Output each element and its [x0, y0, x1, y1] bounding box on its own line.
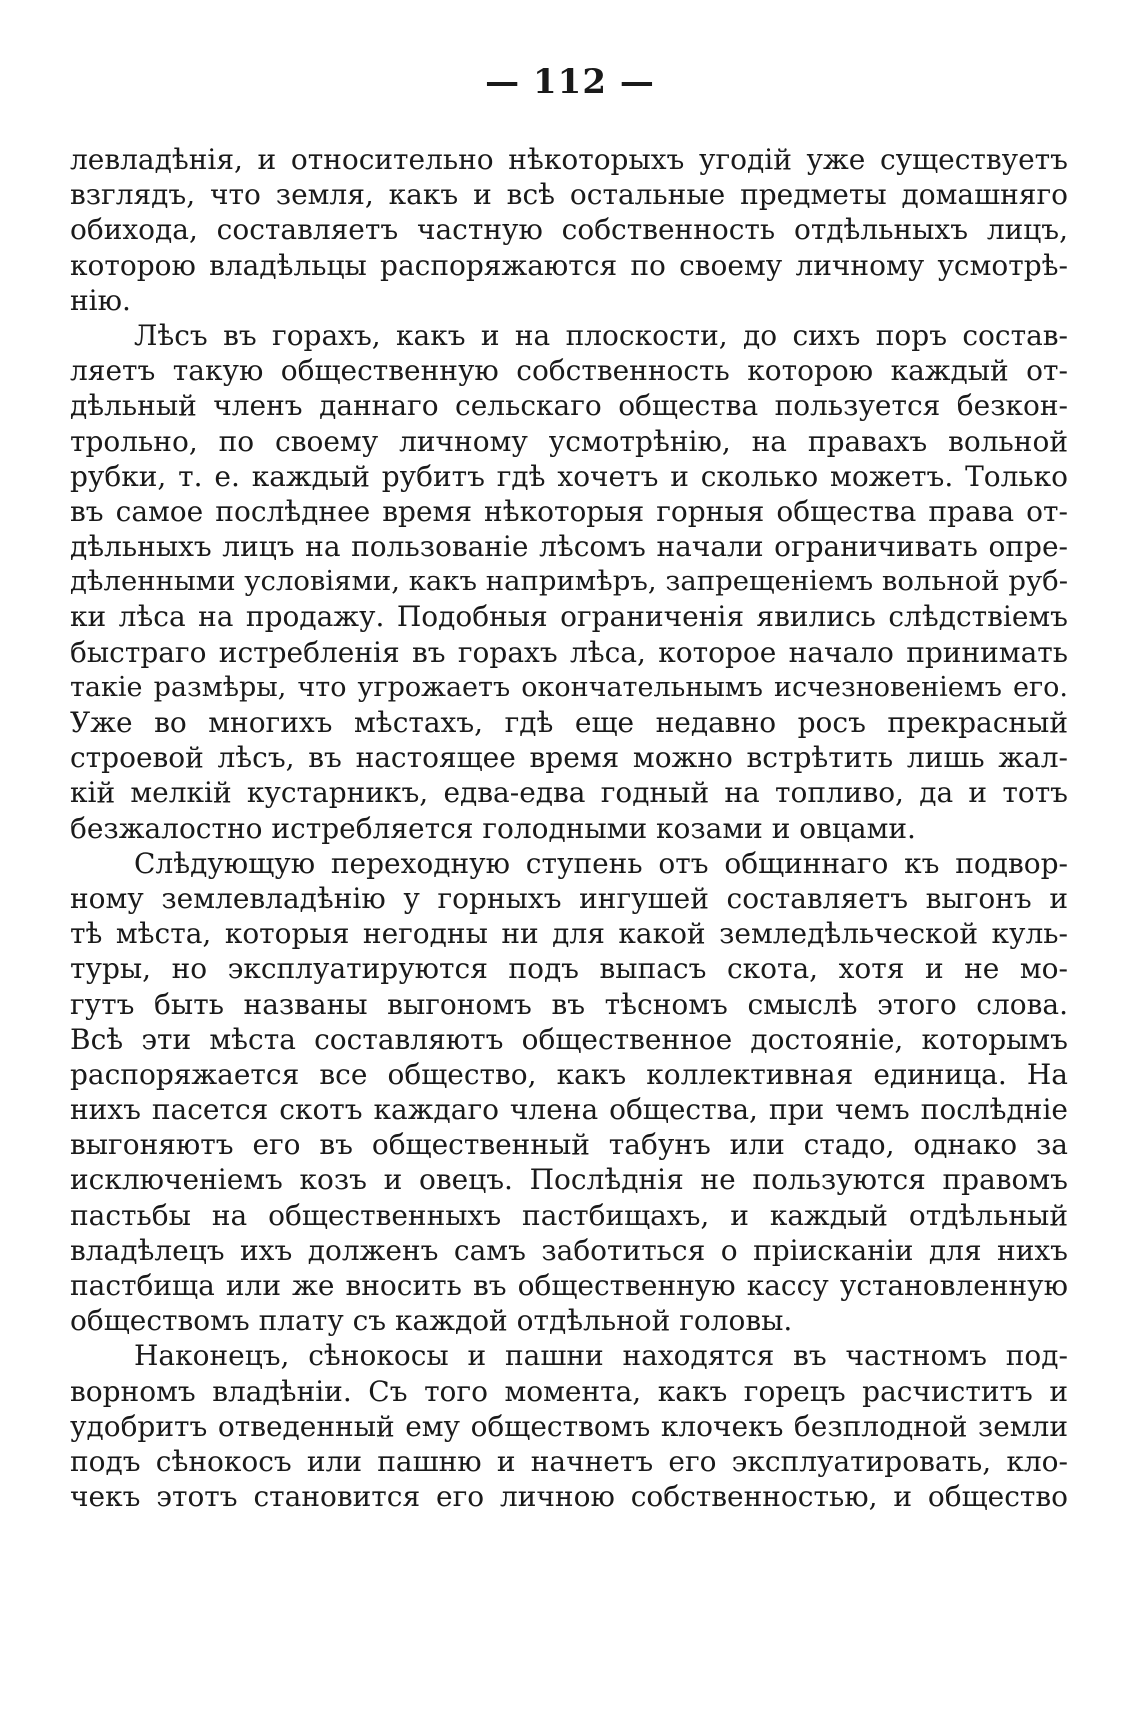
text-line: взглядъ, что земля, какъ и всѣ остальные предметы домашняго	[70, 178, 1068, 212]
text-line: строевой лѣсъ, въ настоящее время можно встрѣтить лишь жал-	[70, 741, 1068, 775]
text-line: дѣльныхъ лицъ на пользованіе лѣсомъ начали ограничивать опре-	[70, 530, 1068, 564]
text-line: ляетъ такую общественную собственность которою каждый от-	[70, 354, 1068, 388]
text-line: удобритъ отведенный ему обществомъ клочекъ безплодной земли	[70, 1409, 1068, 1443]
text-line: пастбища или же вносить въ общественную кассу установленную	[70, 1269, 1068, 1302]
text-line: ки лѣса на продажу. Подобныя ограниченія явились слѣдствіемъ	[70, 600, 1068, 634]
text-line: дѣленными условіями, какъ напримѣръ, запрещеніемъ вольной руб-	[70, 565, 1068, 598]
text-line: тѣ мѣста, которыя негодны ни для какой земледѣльческой куль-	[70, 917, 1068, 951]
text-line: Всѣ эти мѣста составляютъ общественное достояніе, которымъ	[70, 1022, 1068, 1056]
text-line: исключеніемъ козъ и овецъ. Послѣднія не пользуются правомъ	[70, 1163, 1068, 1197]
text-line: ворномъ владѣніи. Съ того момента, какъ горецъ расчиститъ и	[70, 1374, 1068, 1408]
text-line: дѣльный членъ даннаго сельскаго общества пользуется безкон-	[70, 389, 1068, 423]
text-line: ному землевладѣнію у горныхъ ингушей составляетъ выгонъ и	[70, 881, 1068, 915]
text-line: такіе размѣры, что угрожаетъ окончательнымъ исчезновеніемъ его.	[70, 671, 1068, 703]
text-line: которою владѣльцы распоряжаются по своему личному усмотрѣ-	[70, 248, 1068, 282]
text-line: безжалостно истребляется голодными козами и овцами.	[70, 811, 916, 845]
text-line: Наконецъ, сѣнокосы и пашни находятся въ частномъ под-	[134, 1339, 1068, 1373]
text-line: гутъ быть названы выгономъ въ тѣсномъ смыслѣ этого слова.	[70, 987, 1068, 1021]
text-line: нихъ пасется скотъ каждаго члена общества, при чемъ послѣдніе	[70, 1093, 1068, 1127]
page-number: — 112 —	[485, 62, 655, 102]
text-line: кій мелкій кустарникъ, едва-едва годный на топливо, да и тотъ	[70, 776, 1068, 810]
text-line: распоряжается все общество, какъ коллективная единица. На	[70, 1057, 1068, 1091]
text-line: Лѣсъ въ горахъ, какъ и на плоскости, до сихъ поръ состав-	[134, 318, 1068, 352]
text-line: пастьбы на общественныхъ пастбищахъ, и каждый отдѣльный	[70, 1198, 1068, 1232]
text-line: владѣлецъ ихъ долженъ самъ заботиться о прiисканіи для нихъ	[70, 1233, 1068, 1267]
text-line: рубки, т. е. каждый рубитъ гдѣ хочетъ и сколько можетъ. Только	[70, 459, 1068, 493]
text-line: въ самое послѣднее время нѣкоторыя горныя общества права от-	[70, 494, 1068, 528]
text-line: Слѣдующую переходную ступень отъ общиннаго къ подвор-	[134, 846, 1068, 880]
text-line: обихода, составляетъ частную собственность отдѣльныхъ лицъ,	[70, 213, 1068, 247]
text-line: выгоняютъ его въ общественный табунъ или стадо, однако за	[70, 1128, 1068, 1162]
text-line: трольно, по своему личному усмотрѣнію, на правахъ вольной	[70, 424, 1068, 458]
text-line: Уже во многихъ мѣстахъ, гдѣ еще недавно росъ прекрасный	[70, 706, 1068, 739]
text-line: обществомъ плату съ каждой отдѣльной головы.	[70, 1304, 793, 1338]
text-line: чекъ этотъ становится его личною собственностью, и общество	[70, 1480, 1068, 1514]
body-text	[70, 142, 1068, 1514]
text-line: левладѣнія, и относительно нѣкоторыхъ угодій уже существуетъ	[70, 143, 1068, 176]
text-line: нію.	[70, 283, 131, 317]
text-line: туры, но эксплуатируются подъ выпасъ скота, хотя и не мо-	[70, 952, 1068, 986]
text-line: быстраго истребленія въ горахъ лѣса, которое начало принимать	[70, 635, 1068, 669]
text-line: подъ сѣнокосъ или пашню и начнетъ его эксплуатировать, кло-	[70, 1444, 1068, 1478]
